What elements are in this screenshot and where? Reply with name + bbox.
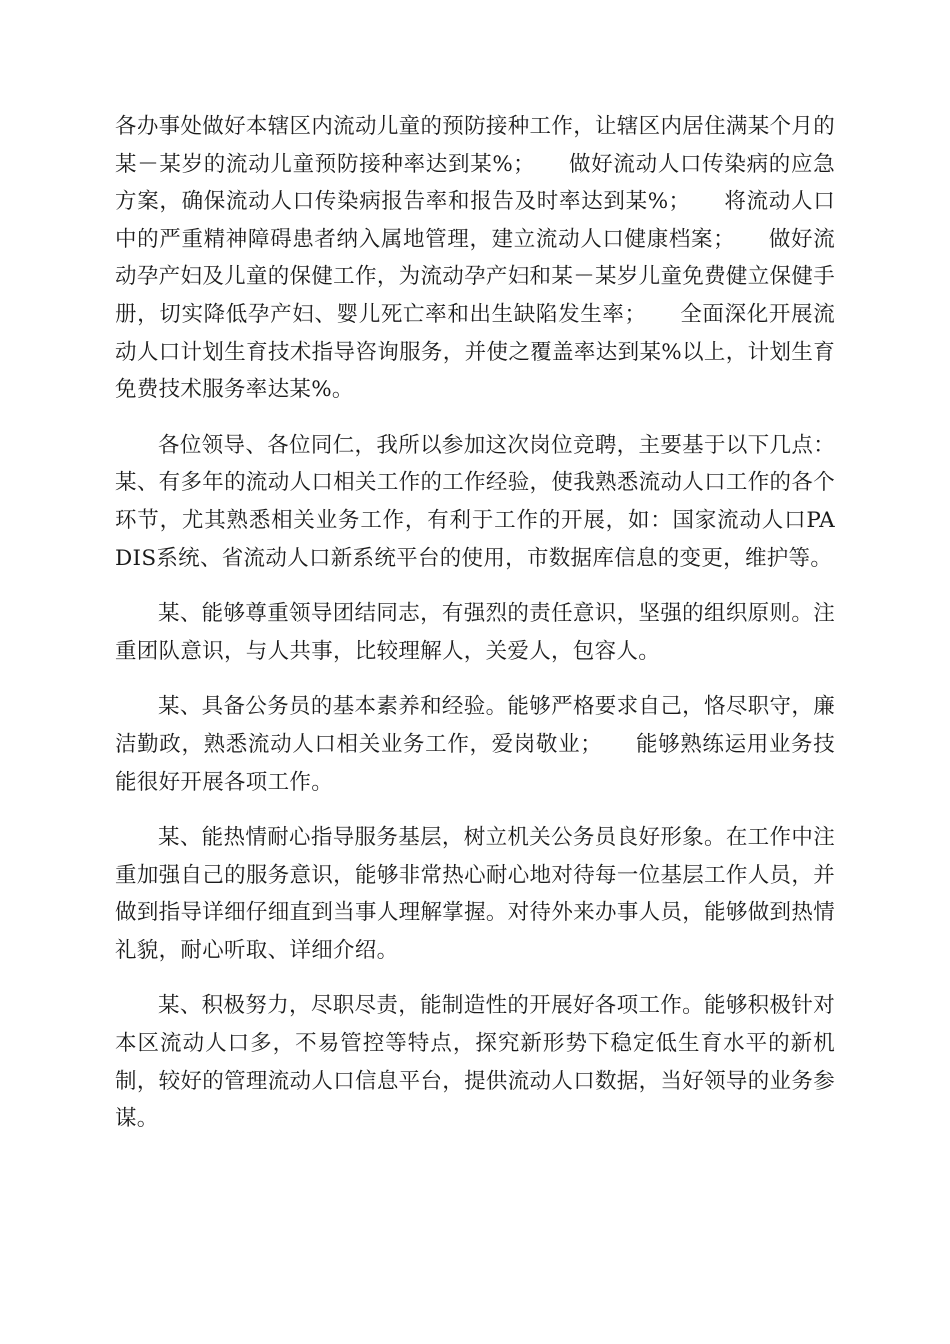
paragraph-teamwork: 某、能够尊重领导团结同志，有强烈的责任意识，坚强的组织原则。注重团队意识，与人共事，比较理解人，关爱人，包容人。: [115, 601, 835, 664]
paragraph-proactive-work: 某、积极努力，尽职尽责，能制造性的开展好各项工作。能够积极针对本区流动人口多，不易管控等特点，探究新形势下稳定低生育水平的新机制，较好的管理流动人口信息平台，提供流动人口数据，当好领导的业务参谋。: [115, 993, 835, 1132]
paragraph-continuation-health-services: 各办事处做好本辖区内流动儿童的预防接种工作，让辖区内居住满某个月的某－某岁的流动儿童预防接种率达到某%； 做好流动人口传染病的应急方案，确保流动人口传染病报告率和报告及时率达到某%； 将流动人口中的严重精神障碍患者纳入属地管理，建立流动人口健康档案； 做好流动孕产妇及儿童的保健工作，为流动孕产妇和某－某岁儿童免费健立保健手册，切实降低孕产妇、婴儿死亡率和出生缺陷发生率； 全面深化开展流动人口计划生育技术指导咨询服务，并使之覆盖率达到某%以上，计划生育免费技术服务率达某%。: [115, 114, 835, 403]
paragraph-service-attitude: 某、能热情耐心指导服务基层，树立机关公务员良好形象。在工作中注重加强自己的服务意识，能够非常热心耐心地对待每一位基层工作人员，并做到指导详细仔细直到当事人理解掌握。对待外来办事人员，能够做到热情礼貌，耐心听取、详细介绍。: [115, 825, 835, 963]
paragraph-civil-servant-qualities: 某、具备公务员的基本素养和经验。能够严格要求自己，恪尽职守，廉洁勤政，熟悉流动人口相关业务工作，爱岗敬业； 能够熟练运用业务技能很好开展各项工作。: [115, 694, 835, 795]
paragraph-reasons-intro: 各位领导、各位同仁，我所以参加这次岗位竞聘，主要基于以下几点：某、有多年的流动人口相关工作的工作经验，使我熟悉流动人口工作的各个环节，尤其熟悉相关业务工作，有利于工作的开展，如：国家流动人口PADIS系统、省流动人口新系统平台的使用，市数据库信息的变更，维护等。: [115, 432, 835, 571]
document-page: [115, 108, 835, 1156]
